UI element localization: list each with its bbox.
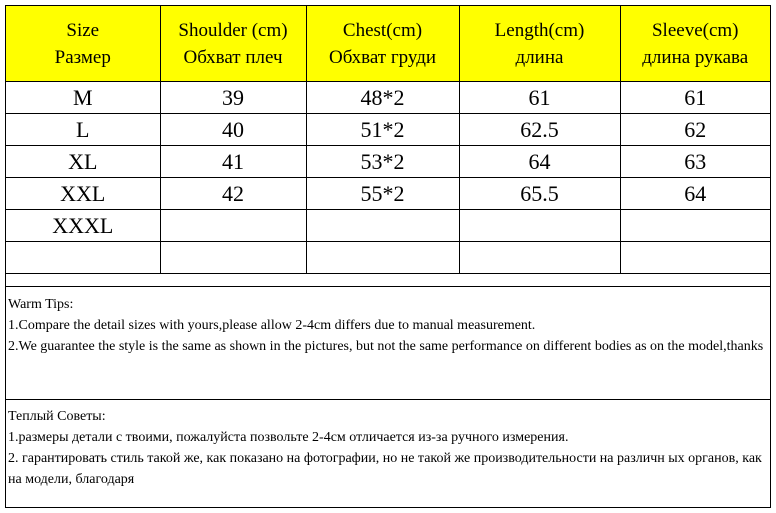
header-length-en: Length(cm) (494, 19, 585, 41)
header-shoulder-en: Shoulder (cm) (178, 19, 288, 41)
cell-length (459, 242, 620, 274)
cell-size: XL (6, 146, 160, 178)
cell-chest: 53*2 (306, 146, 459, 178)
tips-en-title: Warm Tips: (8, 297, 74, 312)
table-row (6, 82, 770, 114)
cell-chest: 55*2 (306, 178, 459, 210)
cell-length (459, 210, 620, 242)
tips-en-line-1: 1.Compare the detail sizes with yours,please allow 2-4cm differs due to manual measurement. (8, 318, 536, 333)
header-length-ru: длина (515, 46, 564, 68)
cell-size: L (6, 114, 160, 146)
cell-length: 64 (459, 146, 620, 178)
header-row (6, 6, 770, 82)
table-row (6, 114, 770, 146)
header-size-en: Size (66, 19, 100, 41)
cell-sleeve (620, 242, 770, 274)
cell-sleeve: 61 (620, 82, 770, 114)
cell-shoulder: 40 (160, 114, 306, 146)
table-row (6, 146, 770, 178)
cell-shoulder: 41 (160, 146, 306, 178)
cell-chest (306, 210, 459, 242)
cell-size: M (6, 82, 160, 114)
cell-chest: 48*2 (306, 82, 459, 114)
table-row (6, 242, 770, 274)
table-row (6, 178, 770, 210)
header-sleeve-ru: длина рукава (642, 46, 749, 68)
tips-ru-line-2: 2. гарантировать стиль такой же, как показано на фотографии, но не такой же производительности на различн ых органов, как на модели, благодаря (8, 451, 762, 487)
header-chest-en: Chest(cm) (342, 19, 423, 41)
cell-shoulder (160, 242, 306, 274)
cell-sleeve: 63 (620, 146, 770, 178)
cell-sleeve: 64 (620, 178, 770, 210)
header-length (459, 6, 620, 82)
cell-length: 61 (459, 82, 620, 114)
cell-length: 65.5 (459, 178, 620, 210)
cell-chest (306, 242, 459, 274)
cell-chest: 51*2 (306, 114, 459, 146)
size-table (6, 6, 770, 274)
header-shoulder (160, 6, 306, 82)
cell-size: XXL (6, 178, 160, 210)
size-chart-frame (5, 5, 771, 508)
header-size-ru: Размер (54, 46, 111, 68)
header-sleeve-en: Sleeve(cm) (651, 19, 739, 41)
cell-size (6, 242, 160, 274)
warm-tips-english (6, 286, 770, 399)
header-chest-ru: Обхват груди (328, 46, 437, 68)
header-shoulder-ru: Обхват плеч (183, 46, 283, 68)
cell-size: XXXL (6, 210, 160, 242)
header-size (6, 6, 160, 82)
cell-sleeve: 62 (620, 114, 770, 146)
tips-ru-line-1: 1.размеры детали с твоими, пожалуйста позвольте 2-4см отличается из-за ручного измерения. (8, 430, 569, 445)
table-row (6, 210, 770, 242)
tips-en-line-2: 2.We guarantee the style is the same as shown in the pictures, but not the same performance on different bodies as on the model,thanks (8, 339, 764, 354)
tips-ru-title: Теплый Советы: (8, 409, 106, 424)
warm-tips-russian (6, 399, 770, 507)
cell-sleeve (620, 210, 770, 242)
cell-shoulder: 42 (160, 178, 306, 210)
cell-shoulder: 39 (160, 82, 306, 114)
cell-shoulder (160, 210, 306, 242)
header-chest (306, 6, 459, 82)
cell-length: 62.5 (459, 114, 620, 146)
header-sleeve (620, 6, 770, 82)
